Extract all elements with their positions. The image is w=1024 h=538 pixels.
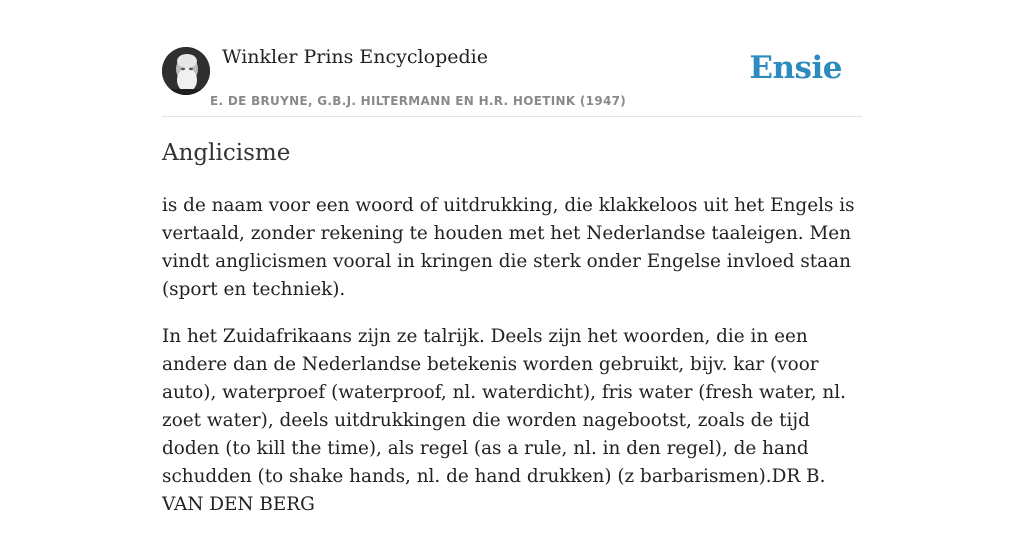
source-authors: E. DE BRUYNE, G.B.J. HILTERMANN EN H.R. HOETINK (1947) — [210, 94, 627, 108]
entry-card — [162, 0, 862, 515]
source-header — [162, 0, 862, 117]
author-avatar — [162, 47, 210, 95]
entry-paragraph: In het Zuidafrikaans zijn ze talrijk. Deels zijn het woorden, die in een andere dan de Nederlandse betekenis worden gebruikt, bijv. kar (voor auto), waterproef (waterproof, nl. waterdicht), fris water (fresh water, nl. zoet water), deels uitdrukkingen die worden nagebootst, zoals de tijd doden (to kill the time), als regel (as a rule, nl. in den regel), de hand schudden (to shake hands, nl. de hand drukken) (z barbarismen).DR B. VAN DEN BERG — [162, 326, 846, 515]
entry-title: Anglicisme — [162, 140, 291, 166]
author-portrait-icon — [162, 47, 210, 95]
brand-logo[interactable]: Ensie — [749, 50, 842, 86]
entry-paragraph: is de naam voor een woord of uitdrukking, die klakkeloos uit het Engels is vertaald, zonder rekening te houden met het Nederlandse taaleigen. Men vindt anglicismen vooral in kringen die sterk onder Engelse invloed staan (sport en techniek). — [162, 195, 855, 300]
source-title[interactable]: Winkler Prins Encyclopedie — [222, 46, 488, 68]
entry-body — [162, 192, 862, 538]
